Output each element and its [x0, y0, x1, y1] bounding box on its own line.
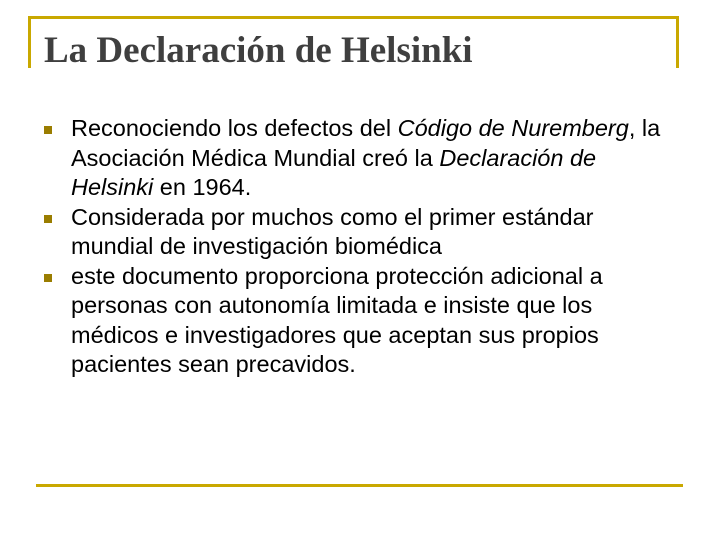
bullet-text-part: Reconociendo los defectos del [71, 115, 398, 141]
left-border-line [28, 16, 31, 68]
right-border-line [676, 16, 679, 68]
square-bullet-icon [44, 126, 52, 134]
top-border-line [28, 16, 679, 19]
bullet-item [44, 114, 674, 203]
bullet-text [71, 263, 603, 378]
bullet-text [71, 204, 593, 260]
bullet-text-italic-part: Código de Nuremberg [397, 115, 629, 141]
square-bullet-icon [44, 274, 52, 282]
bullet-text-part: , la Asociación Médica Mundial creó la [71, 115, 661, 171]
bullet-text-part: este documento proporciona protección adicional a personas con autonomía limitada e insiste que los médicos e investigadores que aceptan sus propios pacientes sean precavidos. [71, 262, 603, 377]
bullet-list [44, 114, 674, 380]
slide-title: La Declaración de Helsinki [44, 30, 477, 72]
bullet-text-part: en 1964. [153, 174, 252, 200]
bullet-item [44, 203, 674, 262]
square-bullet-icon [44, 215, 52, 223]
bullet-item [44, 262, 674, 380]
bullet-text-part: Considerada por muchos como el primer estándar mundial de investigación biomédica [71, 203, 594, 259]
bottom-border-line [36, 484, 683, 487]
bullet-text-italic-part: Declaración de Helsinki [71, 144, 597, 200]
bullet-text [71, 115, 660, 200]
